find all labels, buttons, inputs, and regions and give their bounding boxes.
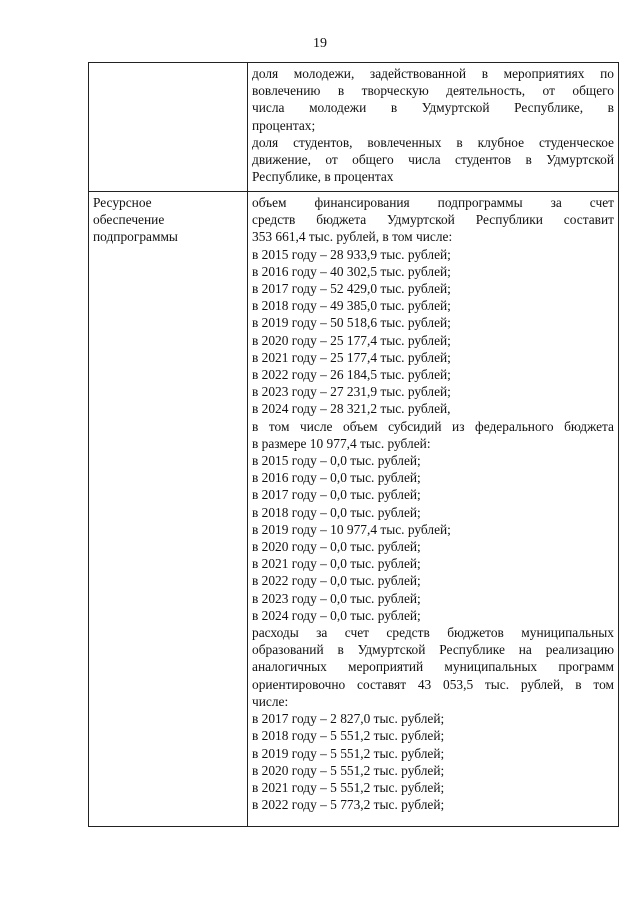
text-line: расходы за счет средств бюджетов муниципальных bbox=[252, 625, 614, 641]
text-line: в 2019 году – 5 551,2 тыс. рублей; bbox=[252, 745, 445, 761]
subprogram-passport-table bbox=[88, 62, 619, 827]
text-line: в 2019 году – 50 518,6 тыс. рублей; bbox=[252, 315, 451, 331]
text-line: числе: bbox=[252, 693, 289, 709]
text-line: объем финансирования подпрограммы за счет bbox=[252, 195, 614, 210]
resource-label-line: подпрограммы bbox=[93, 229, 178, 245]
indicators-text bbox=[252, 65, 614, 185]
text-line: в 2024 году – 28 321,2 тыс. рублей, bbox=[252, 401, 451, 417]
funding-cell bbox=[248, 192, 619, 827]
page-number: 19 bbox=[313, 36, 327, 51]
text-line: в 2021 году – 5 551,2 тыс. рублей; bbox=[252, 779, 445, 795]
text-line: ориентировочно составят 43 053,5 тыс. рублей, в том bbox=[252, 676, 614, 692]
text-line: процентах; bbox=[252, 117, 316, 133]
text-line: аналогичных мероприятий муниципальных программ bbox=[252, 659, 614, 675]
text-line: числа молодежи в Удмуртской Республике, в bbox=[252, 100, 614, 116]
text-line: в размере 10 977,4 тыс. рублей: bbox=[252, 435, 431, 451]
indicators-cell bbox=[248, 63, 619, 192]
text-line: в 2017 году – 2 827,0 тыс. рублей; bbox=[252, 711, 445, 727]
text-line: в 2019 году – 10 977,4 тыс. рублей; bbox=[252, 521, 451, 537]
text-line: в 2023 году – 0,0 тыс. рублей; bbox=[252, 590, 421, 606]
text-line: в 2017 году – 52 429,0 тыс. рублей; bbox=[252, 281, 451, 297]
text-line: в 2022 году – 26 184,5 тыс. рублей; bbox=[252, 367, 451, 383]
text-line: в 2021 году – 25 177,4 тыс. рублей; bbox=[252, 349, 451, 365]
text-line: в 2015 году – 28 933,9 тыс. рублей; bbox=[252, 246, 451, 262]
row-label-cell bbox=[89, 192, 248, 827]
text-line: в 2017 году – 0,0 тыс. рублей; bbox=[252, 487, 421, 503]
text-line: доля молодежи, задействованной в мероприятиях по bbox=[252, 66, 614, 81]
text-line: образований в Удмуртской Республике на реализацию bbox=[252, 642, 614, 658]
text-line: 353 661,4 тыс. рублей, в том числе: bbox=[252, 229, 453, 245]
text-line: движение, от общего числа студентов в Удмуртской bbox=[252, 152, 614, 168]
text-line: доля студентов, вовлеченных в клубное студенческое bbox=[252, 134, 614, 150]
row-label-cell bbox=[89, 63, 248, 192]
resource-label-line: обеспечение bbox=[93, 212, 165, 228]
text-line: в 2018 году – 5 551,2 тыс. рублей; bbox=[252, 728, 445, 744]
text-line: в 2018 году – 49 385,0 тыс. рублей; bbox=[252, 298, 451, 314]
funding-text bbox=[252, 194, 614, 813]
text-line: в том числе объем субсидий из федерального бюджета bbox=[252, 418, 614, 434]
text-line: в 2018 году – 0,0 тыс. рублей; bbox=[252, 504, 421, 520]
resource-label-line: Ресурсное bbox=[93, 195, 152, 210]
text-line: в 2016 году – 0,0 тыс. рублей; bbox=[252, 470, 421, 486]
text-line: в 2022 году – 5 773,2 тыс. рублей; bbox=[252, 797, 445, 813]
text-line: в 2020 году – 0,0 тыс. рублей; bbox=[252, 539, 421, 555]
text-line: в 2024 году – 0,0 тыс. рублей; bbox=[252, 607, 421, 623]
table-row bbox=[89, 63, 619, 192]
table-row bbox=[89, 192, 619, 827]
text-line: в 2020 году – 5 551,2 тыс. рублей; bbox=[252, 762, 445, 778]
text-line: средств бюджета Удмуртской Республики составит bbox=[252, 212, 614, 228]
text-line: Республике, в процентах bbox=[252, 169, 394, 185]
text-line: в 2021 году – 0,0 тыс. рублей; bbox=[252, 556, 421, 572]
text-line: в 2015 году – 0,0 тыс. рублей; bbox=[252, 453, 421, 469]
text-line: в 2016 году – 40 302,5 тыс. рублей; bbox=[252, 263, 451, 279]
text-line: в 2023 году – 27 231,9 тыс. рублей; bbox=[252, 384, 451, 400]
text-line: в 2020 году – 25 177,4 тыс. рублей; bbox=[252, 332, 451, 348]
text-line: в 2022 году – 0,0 тыс. рублей; bbox=[252, 573, 421, 589]
text-line: вовлечению в творческую деятельность, от общего bbox=[252, 83, 614, 99]
